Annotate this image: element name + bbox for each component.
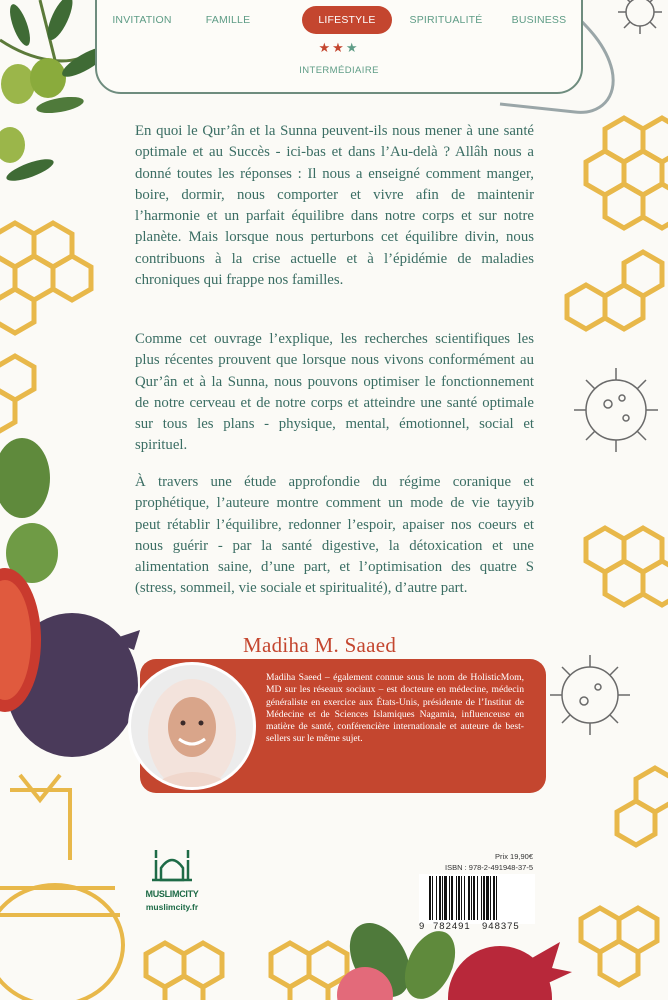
publisher-name: MUSLIMCITY	[145, 889, 199, 899]
category-business: BUSINESS	[511, 14, 567, 26]
virus-middle	[574, 368, 658, 452]
barcode-group-2: 948375	[482, 921, 520, 932]
paragraph-approach: À travers une étude approfondie du régime coranique et prophétique, l’auteure montre comment un mode de vie tayyib peut rétablir l’équilibre, redonner l’espoir, apaiser nos coeurs et nous guérir - par la santé digestive, la détoxication et une alimentation saine, d’une part, et l’optimisation des quatre S (stress, sommeil, vie sociale et spiritualité), d’autre part.	[135, 474, 534, 597]
paragraph-intro: En quoi le Qur’ân et la Sunna peuvent-ils nous mener à une santé optimale et au Succès - ici-bas et dans l’Au-delà ? Allâh nous a donné toutes les réponses : Il nous a enseigné comment manger, boire, dormir, nous comporter et vivre afin de maintenir l’harmonie et un parfait équilibre dans notre corps et sur notre planète. Mais lorsque nous perturbons cet équilibre divin, nous contribuons à la crise actuelle et à l’épidémie de maladies chroniques qui frappe nos familles.	[135, 123, 534, 289]
barcode	[419, 874, 535, 924]
honeycomb-right	[567, 118, 668, 985]
honeycomb-left	[0, 223, 91, 433]
category-invitation: INVITATION	[112, 14, 172, 26]
honeycomb-bottom	[146, 943, 347, 1000]
category-famille: FAMILLE	[205, 14, 251, 26]
category-lifestyle: LIFESTYLE	[302, 6, 392, 34]
honey-pot	[0, 775, 123, 1000]
author-bio: Madiha Saeed – également connue sous le nom de HolisticMom, MD sur les réseaux sociaux – est docteure en médecine, médecin généraliste en exercice aux États-Unis, présidente de l’Institut de Médecine et de Sciences Islamiques Nagamia, influenceuse en matière de santé, conférencière internationale et auteure de best-sellers sur le même sujet.	[266, 672, 524, 745]
price-label: Prix 19,90€	[495, 852, 533, 861]
paragraph-research: Comme cet ouvrage l’explique, les recherches scientifiques les plus récentes prouvent que lorsque nous vivons conformément au Qur’ân et à la Sunna, nous pouvons optimiser le fonctionnement de notre cerveau et de notre corps et atteindre une santé optimale sur tous les plans - physique, mental, émotionnel, social et spirituel.	[135, 331, 534, 454]
isbn-label: ISBN : 978-2-491948-37-5	[445, 863, 533, 872]
level-stars: ★★★	[318, 41, 360, 56]
category-row	[97, 6, 581, 34]
category-panel	[95, 0, 583, 94]
mosque-icon	[150, 846, 194, 882]
publisher-logo	[141, 846, 203, 912]
barcode-lead-digit: 9	[419, 921, 426, 932]
virus-top	[618, 0, 662, 34]
level-label: INTERMÉDIAIRE	[299, 65, 379, 76]
author-name: Madiha M. Saaed	[243, 633, 397, 657]
category-spiritualite: SPIRITUALITÉ	[409, 14, 483, 26]
publisher-url: muslimcity.fr	[145, 902, 199, 912]
virus-lower	[550, 655, 630, 735]
fig-illustration	[0, 438, 140, 757]
barcode-group-1: 782491	[433, 921, 471, 932]
author-photo	[128, 662, 256, 790]
